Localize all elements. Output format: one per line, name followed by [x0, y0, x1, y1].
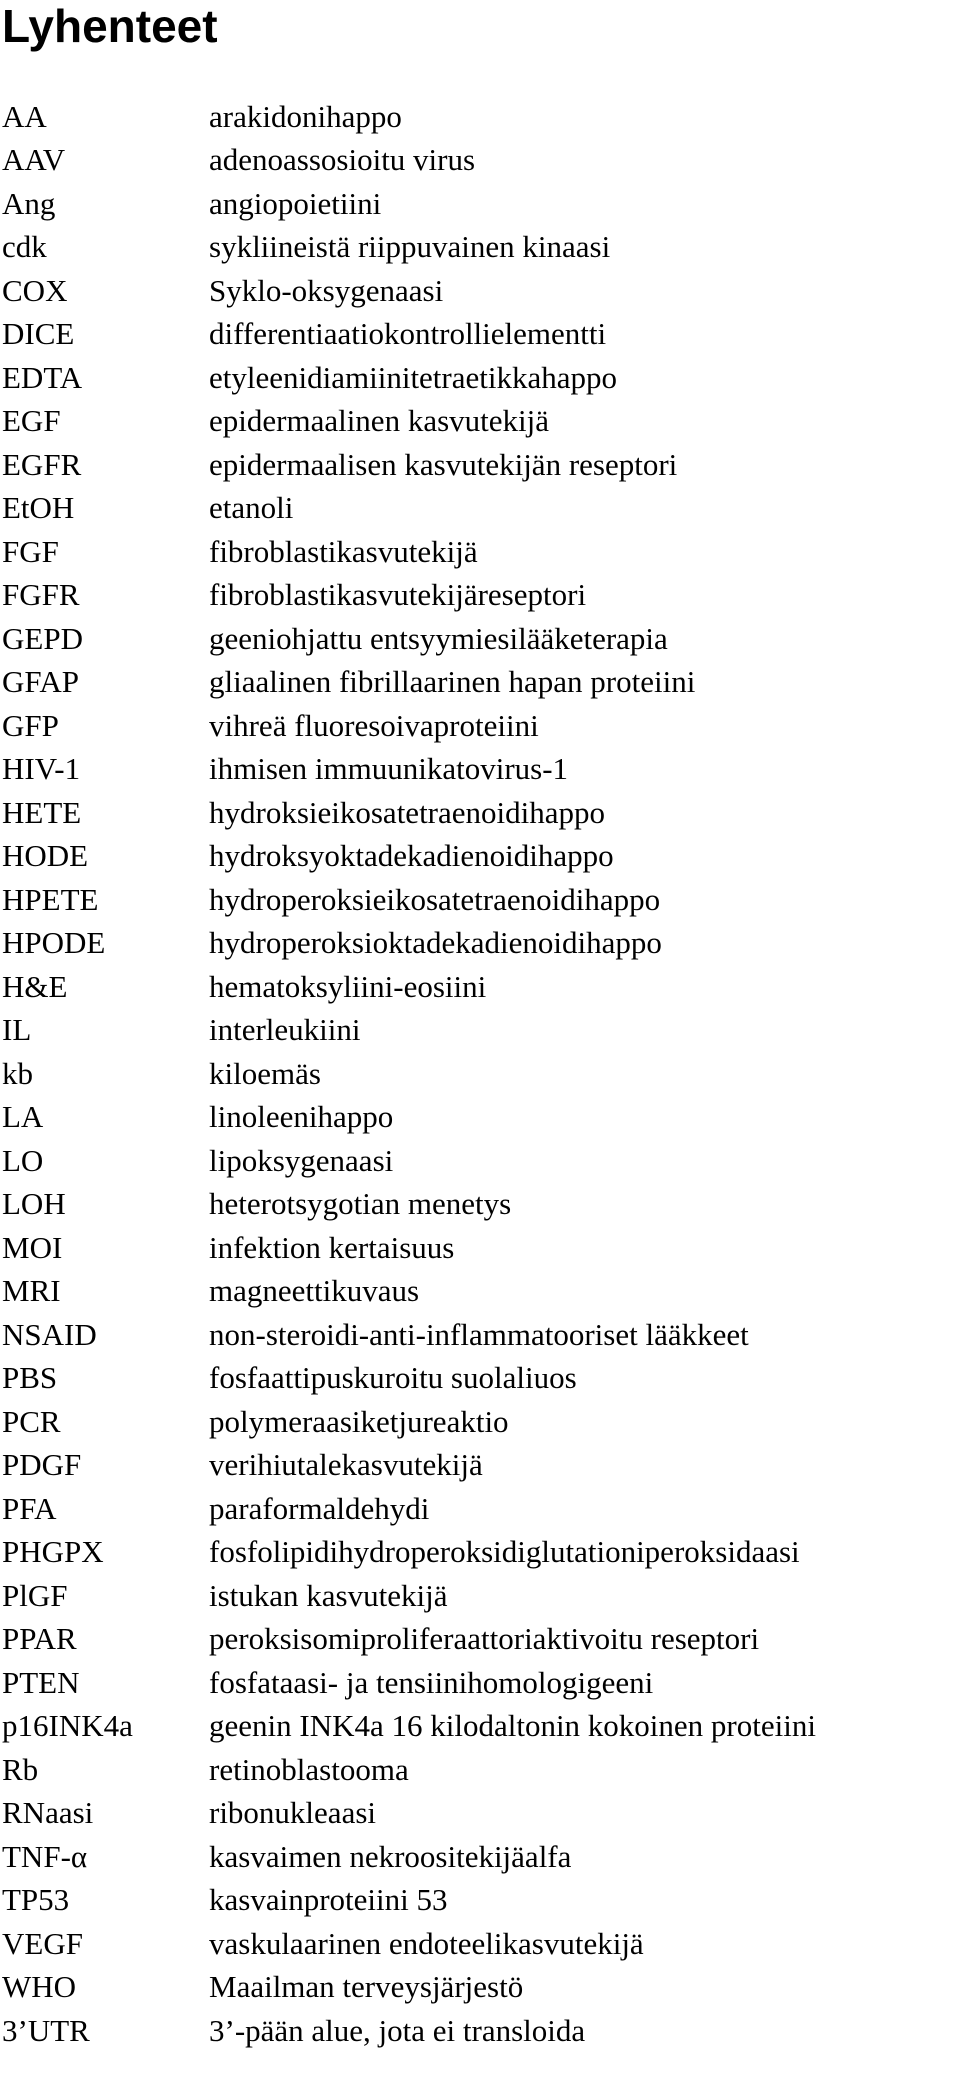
abbreviation-definition: magneettikuvaus	[209, 1273, 420, 1309]
abbreviation-term: p16INK4a	[2, 1708, 133, 1744]
abbreviation-row	[2, 748, 958, 792]
abbreviation-row	[2, 1574, 958, 1618]
abbreviation-row	[2, 487, 958, 531]
abbreviation-row	[2, 95, 958, 139]
abbreviation-term: MOI	[2, 1229, 63, 1265]
abbreviation-definition: heterotsygotian menetys	[209, 1186, 512, 1222]
abbreviation-definition: kasvainproteiini 53	[209, 1882, 448, 1918]
abbreviation-term: HETE	[2, 794, 82, 830]
abbreviation-definition: retinoblastooma	[209, 1751, 409, 1787]
abbreviation-definition: geenin INK4a 16 kilodaltonin kokoinen proteiini	[209, 1708, 816, 1744]
abbreviation-term: AA	[2, 98, 47, 134]
abbreviation-definition: fosfolipidihydroperoksidiglutationiperoksidaasi	[209, 1534, 800, 1570]
abbreviation-term: LO	[2, 1142, 44, 1178]
abbreviation-row	[2, 1096, 958, 1140]
abbreviation-term: PHGPX	[2, 1534, 104, 1570]
abbreviation-row	[2, 1879, 958, 1923]
abbreviation-row	[2, 835, 958, 879]
abbreviation-term: cdk	[2, 229, 47, 265]
abbreviation-term: kb	[2, 1055, 33, 1091]
abbreviation-row	[2, 1661, 958, 1705]
abbreviation-row	[2, 530, 958, 574]
abbreviation-definition: polymeraasiketjureaktio	[209, 1403, 509, 1439]
abbreviation-definition: gliaalinen fibrillaarinen hapan proteiini	[209, 664, 696, 700]
abbreviation-definition: arakidonihappo	[209, 98, 402, 134]
abbreviation-definition: sykliineistä riippuvainen kinaasi	[209, 229, 611, 265]
abbreviation-row	[2, 1792, 958, 1836]
abbreviation-definition: fibroblastikasvutekijäreseptori	[209, 577, 587, 613]
abbreviation-definition: epidermaalisen kasvutekijän reseptori	[209, 446, 678, 482]
abbreviation-term: GFAP	[2, 664, 79, 700]
abbreviation-definition: infektion kertaisuus	[209, 1229, 455, 1265]
abbreviation-definition: hematoksyliini-eosiini	[209, 968, 487, 1004]
abbreviation-row	[2, 1400, 958, 1444]
abbreviation-term: NSAID	[2, 1316, 97, 1352]
abbreviation-row	[2, 661, 958, 705]
abbreviation-definition: fibroblastikasvutekijä	[209, 533, 478, 569]
abbreviation-term: Rb	[2, 1751, 39, 1787]
abbreviation-definition: hydroperoksioktadekadienoidihappo	[209, 925, 662, 961]
abbreviation-row	[2, 965, 958, 1009]
abbreviation-term: HODE	[2, 838, 89, 874]
abbreviation-definition: ihmisen immuunikatovirus-1	[209, 751, 569, 787]
abbreviation-term: TNF-α	[2, 1838, 88, 1874]
abbreviation-definition: etyleenidiamiinitetraetikkahappo	[209, 359, 618, 395]
abbreviation-definition: paraformaldehydi	[209, 1490, 430, 1526]
abbreviation-term: FGFR	[2, 577, 80, 613]
abbreviation-row	[2, 1705, 958, 1749]
abbreviation-term: WHO	[2, 1969, 77, 2005]
abbreviation-term: EGFR	[2, 446, 82, 482]
abbreviation-row	[2, 1270, 958, 1314]
abbreviation-definition: istukan kasvutekijä	[209, 1577, 448, 1613]
abbreviation-definition: interleukiini	[209, 1012, 361, 1048]
abbreviation-row	[2, 1487, 958, 1531]
abbreviation-row	[2, 400, 958, 444]
abbreviation-term: EDTA	[2, 359, 83, 395]
abbreviation-term: Ang	[2, 185, 56, 221]
abbreviation-term: TP53	[2, 1882, 70, 1918]
abbreviation-row	[2, 1226, 958, 1270]
abbreviation-definition: kasvaimen nekroositekijäalfa	[209, 1838, 572, 1874]
abbreviation-definition: hydroksyoktadekadienoidihappo	[209, 838, 614, 874]
abbreviation-term: 3’UTR	[2, 2012, 90, 2048]
abbreviation-term: FGF	[2, 533, 59, 569]
abbreviation-term: PBS	[2, 1360, 58, 1396]
abbreviation-term: IL	[2, 1012, 32, 1048]
abbreviation-term: GFP	[2, 707, 59, 743]
abbreviation-row	[2, 791, 958, 835]
abbreviation-term: GEPD	[2, 620, 83, 656]
abbreviation-row	[2, 2009, 958, 2053]
abbreviation-term: EGF	[2, 403, 61, 439]
abbreviation-list	[2, 95, 958, 2053]
abbreviation-definition: ribonukleaasi	[209, 1795, 377, 1831]
abbreviation-definition: lipoksygenaasi	[209, 1142, 394, 1178]
abbreviation-definition: non-steroidi-anti-inflammatooriset lääkkeet	[209, 1316, 749, 1352]
abbreviation-term: LA	[2, 1099, 44, 1135]
abbreviation-row	[2, 313, 958, 357]
abbreviation-term: DICE	[2, 316, 75, 352]
abbreviation-definition: angiopoietiini	[209, 185, 382, 221]
abbreviation-definition: vihreä fluoresoivaproteiini	[209, 707, 539, 743]
abbreviation-row	[2, 878, 958, 922]
abbreviation-row	[2, 1748, 958, 1792]
abbreviation-term: H&E	[2, 968, 68, 1004]
abbreviation-row	[2, 1531, 958, 1575]
abbreviation-definition: kiloemäs	[209, 1055, 321, 1091]
abbreviation-definition: peroksisomiproliferaattoriaktivoitu reseptori	[209, 1621, 760, 1657]
abbreviation-row	[2, 1922, 958, 1966]
abbreviation-definition: 3’-pään alue, jota ei transloida	[209, 2012, 586, 2048]
abbreviation-definition: adenoassosioitu virus	[209, 142, 476, 178]
page-title: Lyhenteet	[2, 0, 218, 52]
abbreviation-row	[2, 356, 958, 400]
abbreviation-row	[2, 1052, 958, 1096]
abbreviation-row	[2, 1835, 958, 1879]
abbreviation-term: PPAR	[2, 1621, 77, 1657]
abbreviation-term: HIV-1	[2, 751, 81, 787]
abbreviation-row	[2, 922, 958, 966]
abbreviation-term: VEGF	[2, 1925, 83, 1961]
abbreviation-term: RNaasi	[2, 1795, 94, 1831]
abbreviation-definition: differentiaatiokontrollielementti	[209, 316, 607, 352]
abbreviation-row	[2, 226, 958, 270]
abbreviation-row	[2, 139, 958, 183]
abbreviation-row	[2, 1966, 958, 2010]
abbreviation-row	[2, 1313, 958, 1357]
abbreviation-definition: fosfaattipuskuroitu suolaliuos	[209, 1360, 577, 1396]
abbreviation-term: PlGF	[2, 1577, 68, 1613]
abbreviation-definition: Syklo-oksygenaasi	[209, 272, 444, 308]
abbreviation-definition: verihiutalekasvutekijä	[209, 1447, 483, 1483]
abbreviation-row	[2, 443, 958, 487]
abbreviation-row	[2, 1444, 958, 1488]
abbreviation-definition: geeniohjattu entsyymiesilääketerapia	[209, 620, 668, 656]
abbreviation-definition: vaskulaarinen endoteelikasvutekijä	[209, 1925, 644, 1961]
abbreviation-row	[2, 617, 958, 661]
abbreviation-definition: Maailman terveysjärjestö	[209, 1969, 524, 2005]
abbreviation-definition: hydroksieikosatetraenoidihappo	[209, 794, 606, 830]
abbreviation-term: AAV	[2, 142, 66, 178]
abbreviation-term: LOH	[2, 1186, 66, 1222]
abbreviation-definition: linoleenihappo	[209, 1099, 394, 1135]
abbreviation-definition: epidermaalinen kasvutekijä	[209, 403, 550, 439]
abbreviation-definition: etanoli	[209, 490, 294, 526]
abbreviation-term: HPETE	[2, 881, 99, 917]
abbreviation-term: MRI	[2, 1273, 61, 1309]
abbreviation-term: PTEN	[2, 1664, 80, 1700]
abbreviation-term: PFA	[2, 1490, 57, 1526]
abbreviation-row	[2, 1183, 958, 1227]
abbreviation-term: HPODE	[2, 925, 106, 961]
abbreviation-row	[2, 269, 958, 313]
abbreviation-row	[2, 574, 958, 618]
abbreviation-term: EtOH	[2, 490, 75, 526]
abbreviation-row	[2, 1357, 958, 1401]
abbreviation-row	[2, 1139, 958, 1183]
abbreviation-row	[2, 1618, 958, 1662]
abbreviation-definition: fosfataasi- ja tensiinihomologigeeni	[209, 1664, 654, 1700]
abbreviation-definition: hydroperoksieikosatetraenoidihappo	[209, 881, 661, 917]
abbreviation-row	[2, 182, 958, 226]
abbreviation-term: PCR	[2, 1403, 61, 1439]
abbreviation-row	[2, 704, 958, 748]
abbreviation-term: PDGF	[2, 1447, 82, 1483]
abbreviation-row	[2, 1009, 958, 1053]
abbreviation-term: COX	[2, 272, 68, 308]
